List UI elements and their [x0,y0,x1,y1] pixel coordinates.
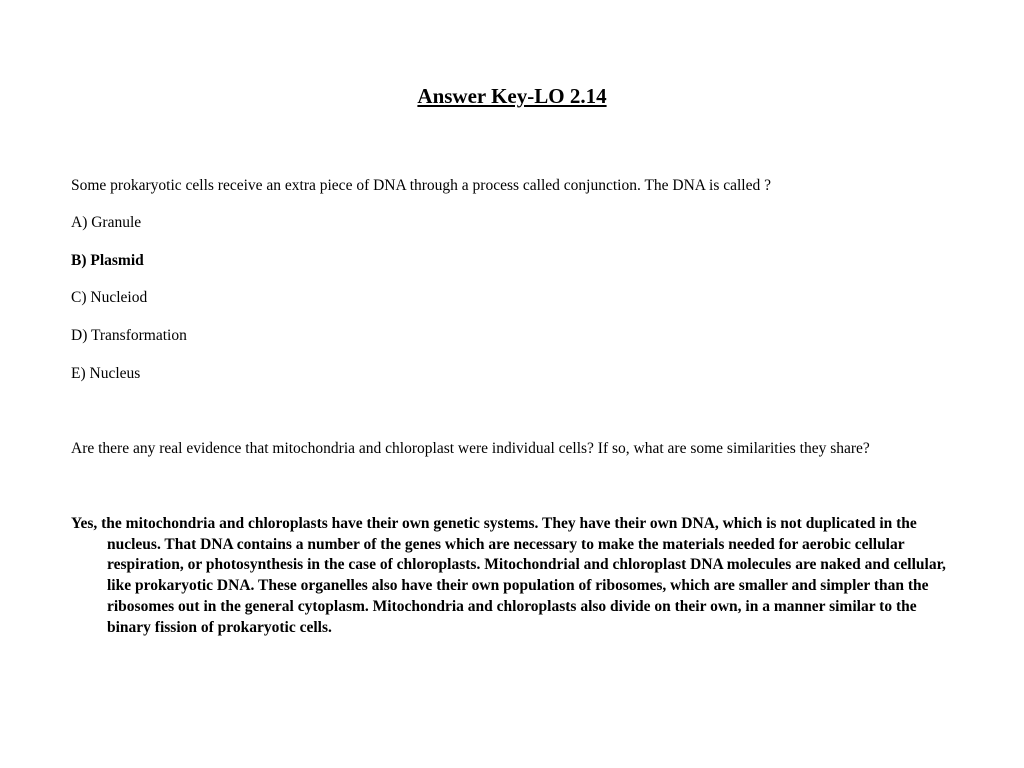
option-e: E) Nucleus [71,365,141,382]
option-a: A) Granule [71,214,142,231]
option-b-correct: B) Plasmid [71,252,144,269]
option-d: D) Transformation [71,327,187,344]
question-2-answer: Yes, the mitochondria and chloroplasts have their own genetic systems. They have their own DNA, which is not duplicated in the nucleus. That DNA contains a number of the genes which are necessary to make the materials needed for aerobic cellular respiration, or photosynthesis in the case of chloroplasts. Mitochondrial and chloroplast DNA molecules are naked and cellular, like prokaryotic DNA. These organelles also have their own population of ribosomes, which are smaller and simpler than the ribosomes out in the general cytoplasm. Mitochondria and chloroplasts also divide on their own, in a manner similar to the binary fission of prokaryotic cells. [71,515,946,636]
page-title: Answer Key-LO 2.14 [417,84,607,108]
option-c: C) Nucleiod [71,289,148,306]
question-1-text: Some prokaryotic cells receive an extra piece of DNA through a process called conjunction. The DNA is called ? [71,177,771,194]
question-2-text: Are there any real evidence that mitochondria and chloroplast were individual cells? If so, what are some similarities they share? [71,440,870,457]
